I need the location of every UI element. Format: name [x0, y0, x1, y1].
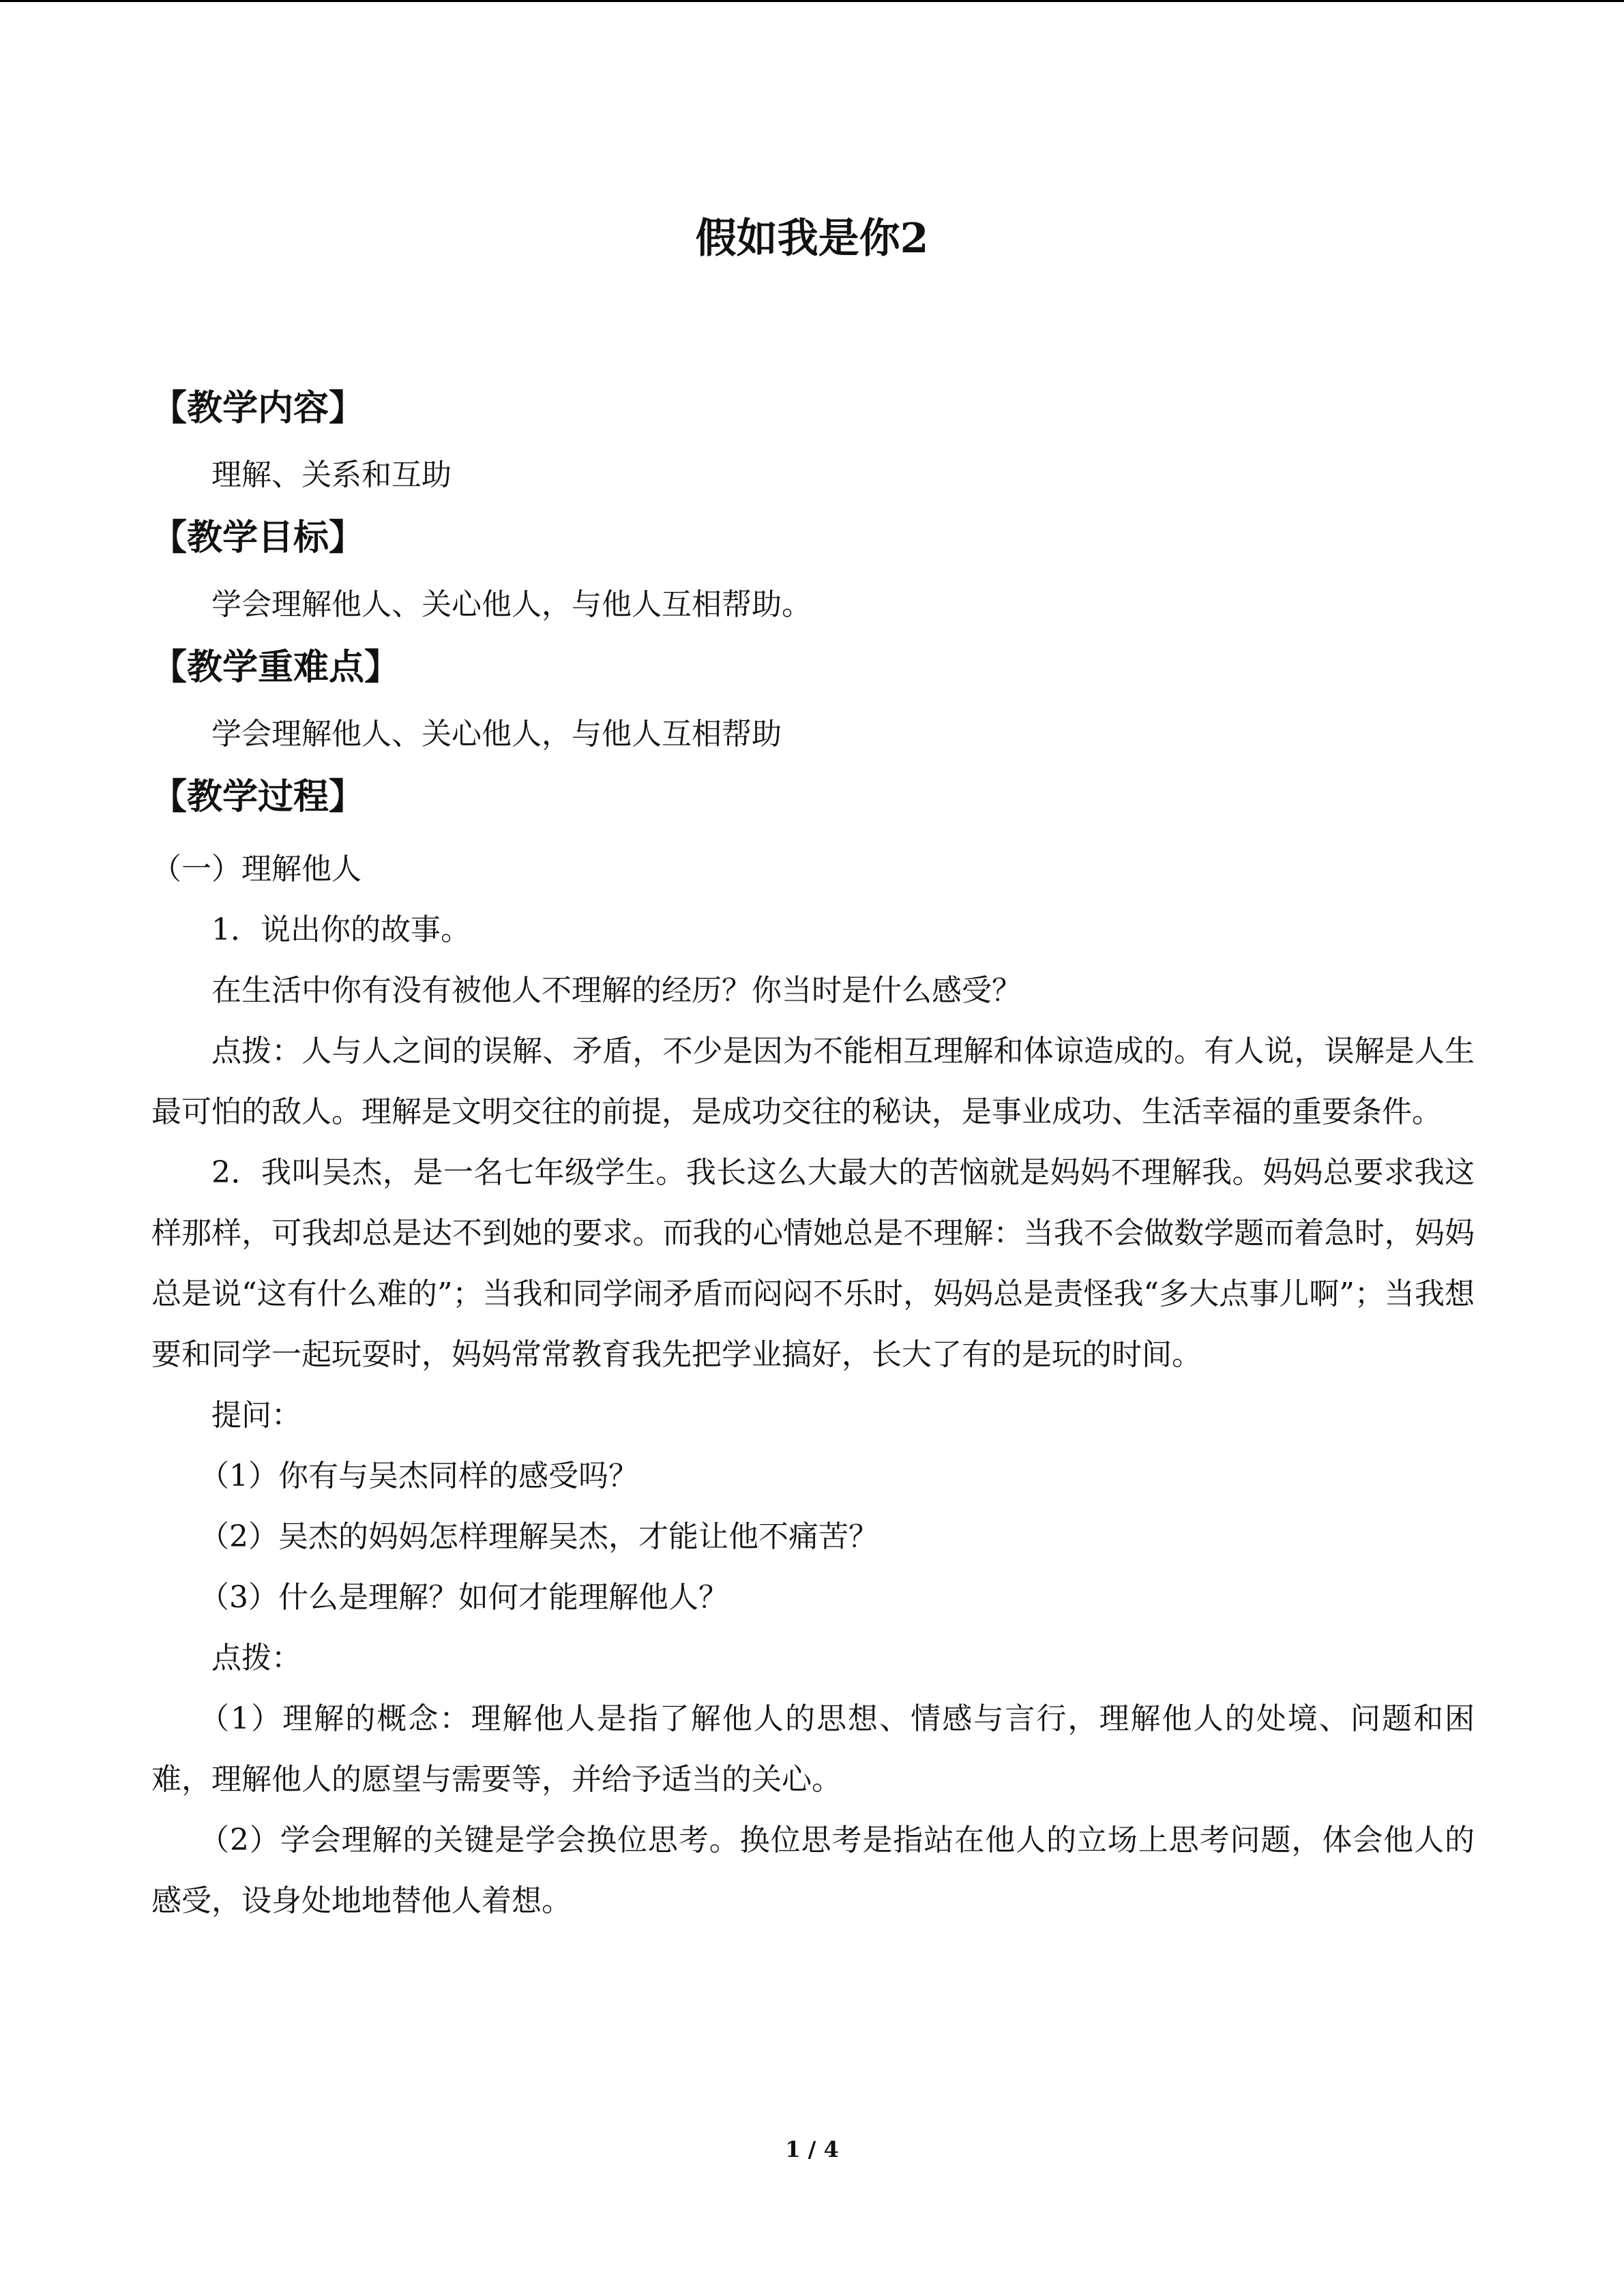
section-heading-key-points: 【教学重难点】 — [151, 646, 400, 688]
process-item-2: 2．我叫吴杰，是一名七年级学生。我长这么大最大的苦恼就是妈妈不理解我。妈妈总要求我这样那样，可我却总是达不到她的要求。而我的心情她总是不理解：当我不会做数学题而着急时，妈妈总是说“这有什么难的”；当我和同学闹矛盾而闷闷不乐时，妈妈总是责怪我“多大点事儿啊”；当我想要和同学一起玩耍时，妈妈常常教育我先把学业搞好，长大了有的是玩的时间。 — [151, 1155, 1475, 1372]
top-border-line — [0, 0, 1624, 2]
page-number: 1 / 4 — [785, 2136, 839, 2162]
process-question-2: （2）吴杰的妈妈怎样理解吴杰，才能让他不痛苦？ — [199, 1519, 879, 1554]
process-question-3: （3）什么是理解？如何才能理解他人？ — [199, 1580, 728, 1615]
document-title: 假如我是你2 — [695, 215, 929, 263]
process-item-1: 1．说出你的故事。 — [211, 912, 471, 947]
process-tip-label: 点拨： — [211, 1641, 301, 1675]
process-ask-label: 提问： — [211, 1398, 301, 1433]
document-body — [151, 382, 1475, 1931]
key-points-text: 学会理解他人、关心他人，与他人互相帮助 — [211, 717, 782, 751]
section-heading-content: 【教学内容】 — [151, 387, 365, 429]
process-item-1-question: 在生活中你有没有被他人不理解的经历？你当时是什么感受？ — [211, 973, 1022, 1008]
content-text: 理解、关系和互助 — [211, 458, 452, 492]
process-tip-1: 点拨：人与人之间的误解、矛盾，不少是因为不能相互理解和体谅造成的。有人说，误解是人生最可怕的敌人。理解是文明交往的前提，是成功交往的秘诀，是事业成功、生活幸福的重要条件。 — [151, 1034, 1475, 1129]
section-heading-process: 【教学过程】 — [151, 776, 365, 818]
process-part1-title: （一）理解他人 — [151, 852, 361, 886]
process-answer-1: （1）理解的概念：理解他人是指了解他人的思想、情感与言行，理解他人的处境、问题和困难，理解他人的愿望与需要等，并给予适当的关心。 — [151, 1701, 1475, 1797]
goal-text: 学会理解他人、关心他人，与他人互相帮助。 — [211, 587, 812, 622]
section-heading-goal: 【教学目标】 — [151, 517, 365, 558]
process-answer-2: （2）学会理解的关键是学会换位思考。换位思考是指站在他人的立场上思考问题，体会他人的感受，设身处地地替他人着想。 — [151, 1823, 1475, 1918]
process-question-1: （1）你有与吴杰同样的感受吗？ — [199, 1459, 638, 1493]
